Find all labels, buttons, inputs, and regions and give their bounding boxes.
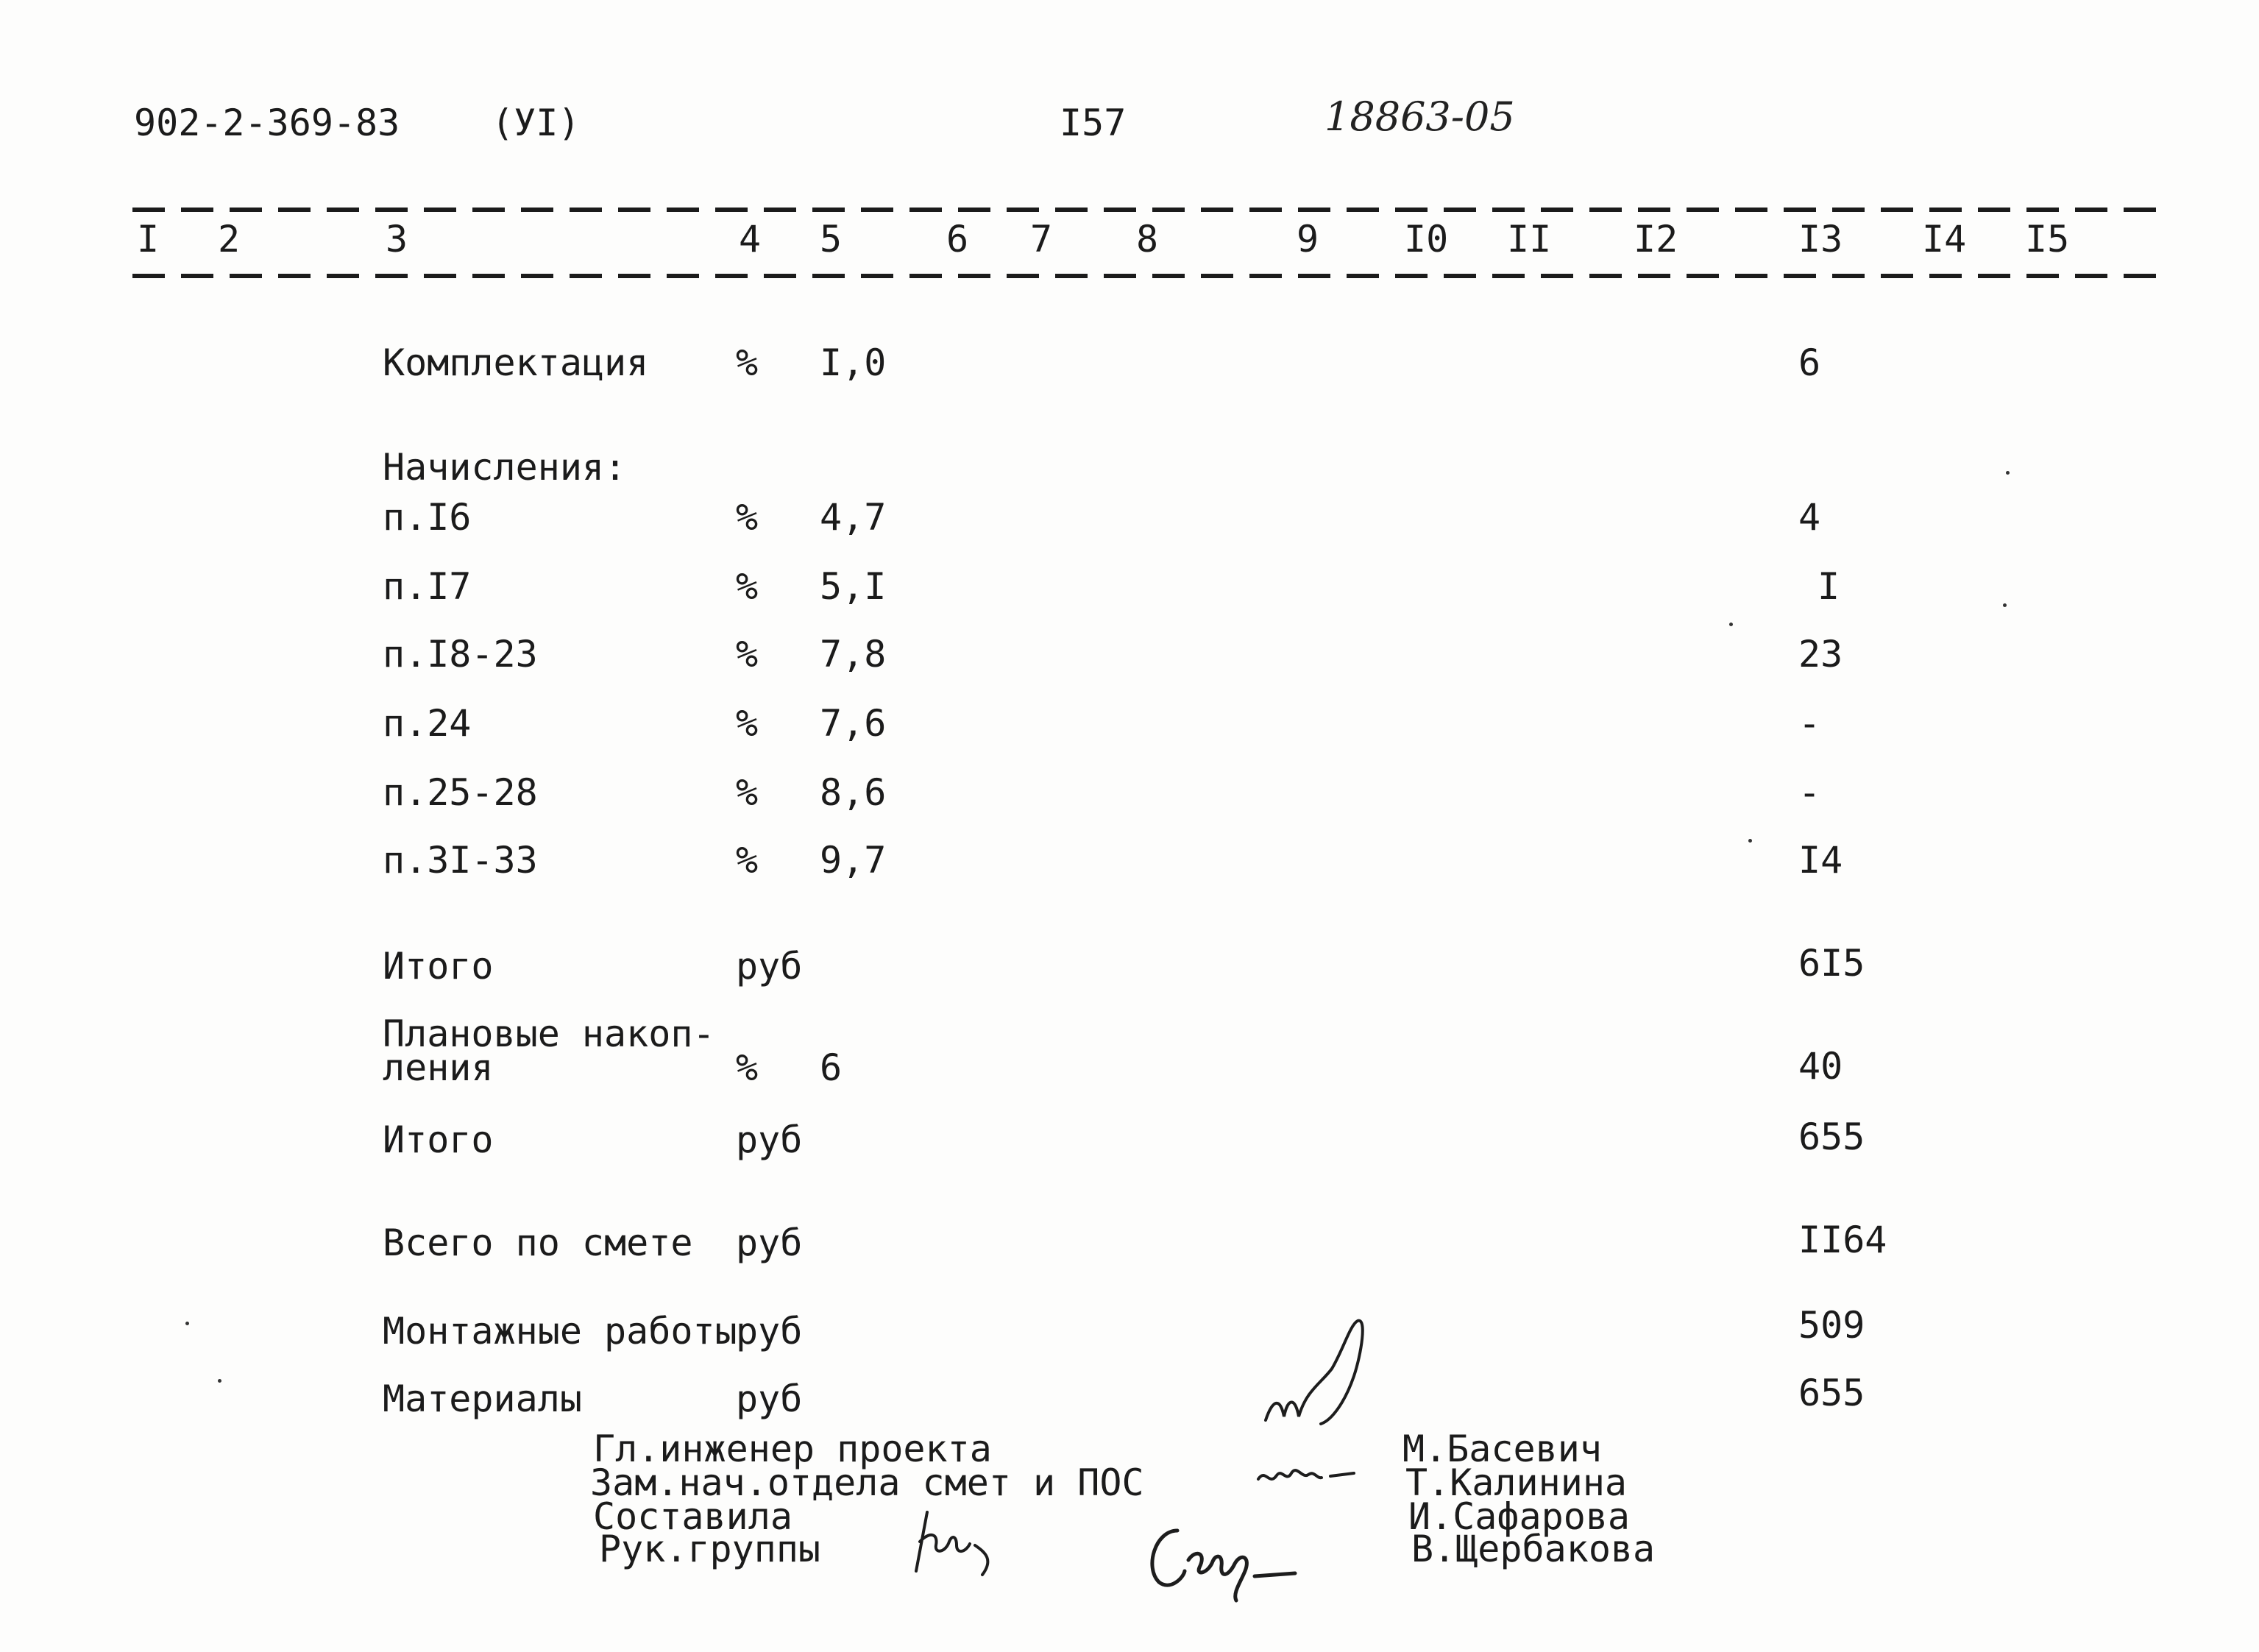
column-header-7: 7 [1030,218,1053,260]
row-name-cont: ления [383,1046,494,1089]
row-rate: 9,7 [820,839,887,882]
row-name: п.25-28 [383,771,538,814]
speck [2003,603,2007,607]
doc-code: 902-2-369-83 [134,102,400,144]
speck [1729,623,1733,626]
page-number: I57 [1060,102,1127,144]
speck [185,1322,189,1325]
signature-safarova [1126,1509,1354,1604]
row-name: Комплектация [383,341,649,384]
speck [1748,839,1752,843]
volume-number: (УI) [492,102,581,144]
row-unit: руб [736,1222,803,1264]
row-unit: руб [736,1310,803,1353]
column-header-14: I4 [1922,218,1967,260]
row-unit: руб [736,1378,803,1420]
row-name: Материалы [383,1378,582,1420]
row-total: I4 [1798,839,1843,882]
row-total: 509 [1798,1304,1865,1347]
row-name: Итого [383,1119,494,1161]
column-header-13: I3 [1798,218,1843,260]
column-header-11: II [1507,218,1552,260]
column-header-4: 4 [739,218,762,260]
section-heading: Начисления: [383,446,627,489]
row-rate: 7,6 [820,702,887,745]
signature-scherbakova [905,1501,1023,1582]
row-name: Итого [383,945,494,988]
column-header-12: I2 [1634,218,1678,260]
row-unit: % [736,771,759,814]
row-total: 655 [1798,1372,1865,1414]
signature-name: И.Сафарова [1408,1495,1631,1538]
row-name: п.I7 [383,565,472,608]
row-rate: 7,8 [820,633,887,676]
column-header-8: 8 [1136,218,1159,260]
handwritten-number: 18863-05 [1324,93,1515,140]
row-rate: 6 [820,1046,843,1089]
signature-role: Рук.группы [599,1528,821,1570]
row-unit: % [736,341,759,384]
speck [2006,471,2010,475]
signature-basevich [1251,1310,1383,1442]
bottom-rule [132,274,2163,278]
row-total: II64 [1798,1219,1887,1261]
row-rate: I,0 [820,341,887,384]
row-unit: % [736,1046,759,1089]
row-unit: руб [736,945,803,988]
top-rule [132,208,2163,212]
row-total: I [1818,565,1840,608]
row-name: п.24 [383,702,472,745]
row-name: Плановые накоп- [383,1013,715,1055]
column-header-2: 2 [218,218,241,260]
column-header-5: 5 [820,218,843,260]
row-total: 4 [1798,496,1821,539]
speck [218,1379,221,1383]
row-name: п.I8-23 [383,633,538,676]
column-header-3: 3 [386,218,408,260]
signature-role: Гл.инженер проекта [593,1428,992,1470]
row-rate: 4,7 [820,496,887,539]
column-header-9: 9 [1297,218,1319,260]
row-unit: % [736,565,759,608]
row-total: - [1798,702,1821,745]
signature-role: Составила [593,1495,792,1538]
row-total: 23 [1798,633,1843,676]
row-unit: % [736,839,759,882]
row-name: п.3I-33 [383,839,538,882]
row-name: Монтажные работы [383,1310,737,1353]
signature-kalinina [1251,1457,1361,1501]
row-rate: 8,6 [820,771,887,814]
row-total: 655 [1798,1116,1865,1158]
column-header-6: 6 [946,218,969,260]
row-unit: % [736,496,759,539]
row-total: 6 [1798,341,1821,384]
row-unit: % [736,633,759,676]
row-rate: 5,I [820,565,887,608]
column-header-1: I [137,218,160,260]
column-header-10: I0 [1404,218,1449,260]
column-header-15: I5 [2025,218,2070,260]
row-unit: руб [736,1119,803,1161]
signature-role: Зам.нач.отдела смет и ПОС [590,1461,1144,1504]
signature-name: Т.Калинина [1405,1461,1628,1504]
row-name: Всего по смете [383,1222,693,1264]
row-name: п.I6 [383,496,472,539]
row-unit: % [736,702,759,745]
row-total: 6I5 [1798,942,1865,985]
row-total: - [1798,771,1821,814]
signature-name: В.Щербакова [1411,1528,1656,1570]
row-total: 40 [1798,1045,1843,1088]
signature-name: М.Басевич [1402,1428,1602,1470]
